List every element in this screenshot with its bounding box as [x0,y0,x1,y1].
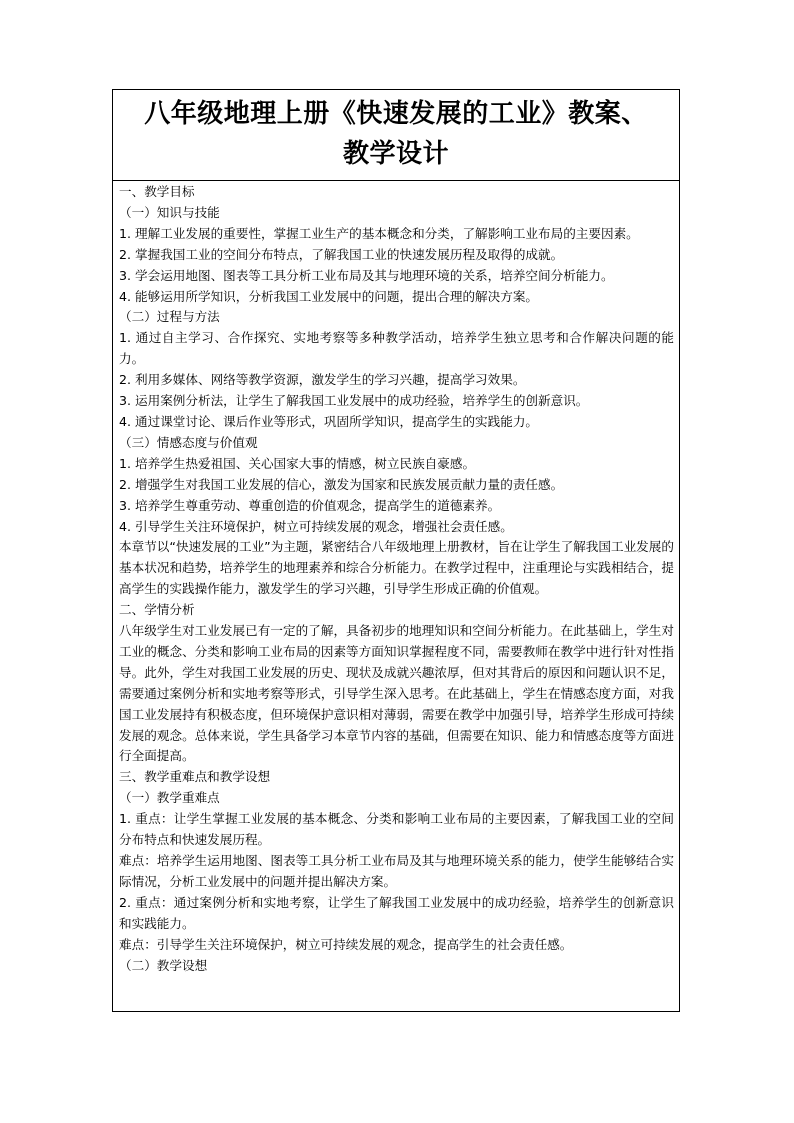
list-item: 2. 利用多媒体、网络等教学资源，激发学生的学习兴趣，提高学习效果。 [119,372,526,388]
list-item: 3. 培养学生尊重劳动、尊重创造的价值观念，提高学生的道德素养。 [119,497,501,513]
subsection-heading-process: （二）过程与方法 [119,309,220,325]
section-heading-objectives: 一、教学目标 [119,184,195,199]
subsection-heading-design: （二）教学设想 [119,957,208,973]
body-paragraph: 八年级学生对工业发展已有一定的了解，具备初步的地理知识和空间分析能力。在此基础上，学生对工业的概念、分类和影响工业布局的因素等方面知识掌握程度不同，需要教师在教学中进行针对性指导。此外，学生对我国工业发展的历史、现状及成就兴趣浓厚，但对其背后的原因和问题认识不足，需要通过案例分析和实地考察等形式，引导学生深入思考。在此基础上，学生在情感态度方面，对我国工业发展持有积极态度，但环境保护意识相对薄弱，需要在教学中加强引导，培养学生形成可持续发展的观念。总体来说，学生具备学习本章节内容的基础，但需要在知识、能力和情感态度等方面进行全面提高。 [119,623,674,764]
list-item: 4. 引导学生关注环境保护，树立可持续发展的观念，增强社会责任感。 [119,518,513,534]
list-item: 1. 通过自主学习、合作探究、实地考察等多种教学活动，培养学生独立思考和合作解决问题的能力。 [119,330,674,367]
list-item: 4. 能够运用所学知识，分析我国工业发展中的问题，提出合理的解决方案。 [119,288,539,304]
subsection-heading-knowledge: （一）知识与技能 [119,204,220,220]
section-heading-analysis: 二、学情分析 [119,602,195,618]
list-item: 3. 运用案例分析法，让学生了解我国工业发展中的成功经验，培养学生的创新意识。 [119,393,589,409]
title-line-1: 八年级地理上册《快速发展的工业》教案、 [144,99,648,129]
list-item: 1. 理解工业发展的重要性，掌握工业生产的基本概念和分类，了解影响工业布局的主要因素。 [119,225,639,241]
list-item: 4. 通过课堂讨论、课后作业等形式，巩固所学知识，提高学生的实践能力。 [119,413,539,429]
list-item: 2. 重点：通过案例分析和实地考察，让学生了解我国工业发展中的成功经验，培养学生的创新意识和实践能力。 [119,894,674,931]
section-heading-key-points: 三、教学重难点和教学设想 [119,769,271,785]
body-paragraph: 本章节以“快速发展的工业”为主题，紧密结合八年级地理上册教材，旨在让学生了解我国工业发展的基本状况和趋势，培养学生的地理素养和综合分析能力。在教学过程中，注重理论与实践相结合，提高学生的实践操作能力，激发学生的学习兴趣，引导学生形成正确的价值观。 [119,539,674,597]
list-item: 2. 增强学生对我国工业发展的信心，激发为国家和民族发展贡献力量的责任感。 [119,476,564,492]
subsection-heading-key-difficult: （一）教学重难点 [119,790,220,806]
list-item: 难点：培养学生运用地图、图表等工具分析工业布局及其与地理环境关系的能力，使学生能够结合实际情况，分析工业发展中的问题并提出解决方案。 [119,853,674,889]
list-item: 3. 学会运用地图、图表等工具分析工业布局及其与地理环境的关系，培养空间分析能力。 [119,267,614,283]
document-title [113,90,679,181]
subsection-heading-attitude: （三）情感态度与价值观 [119,434,258,450]
document-table [112,89,680,1012]
list-item: 难点：引导学生关注环境保护，树立可持续发展的观念，提高学生的社会责任感。 [119,936,573,952]
title-line-2: 教学设计 [342,139,449,169]
list-item: 2. 掌握我国工业的空间分布特点，了解我国工业的快速发展历程及取得的成就。 [119,246,564,262]
list-item: 1. 重点：让学生掌握工业发展的基本概念、分类和影响工业布局的主要因素，了解我国工业的空间分布特点和快速发展历程。 [119,811,674,848]
list-item: 1. 培养学生热爱祖国、关心国家大事的情感，树立民族自豪感。 [119,455,476,471]
document-body [113,181,679,976]
